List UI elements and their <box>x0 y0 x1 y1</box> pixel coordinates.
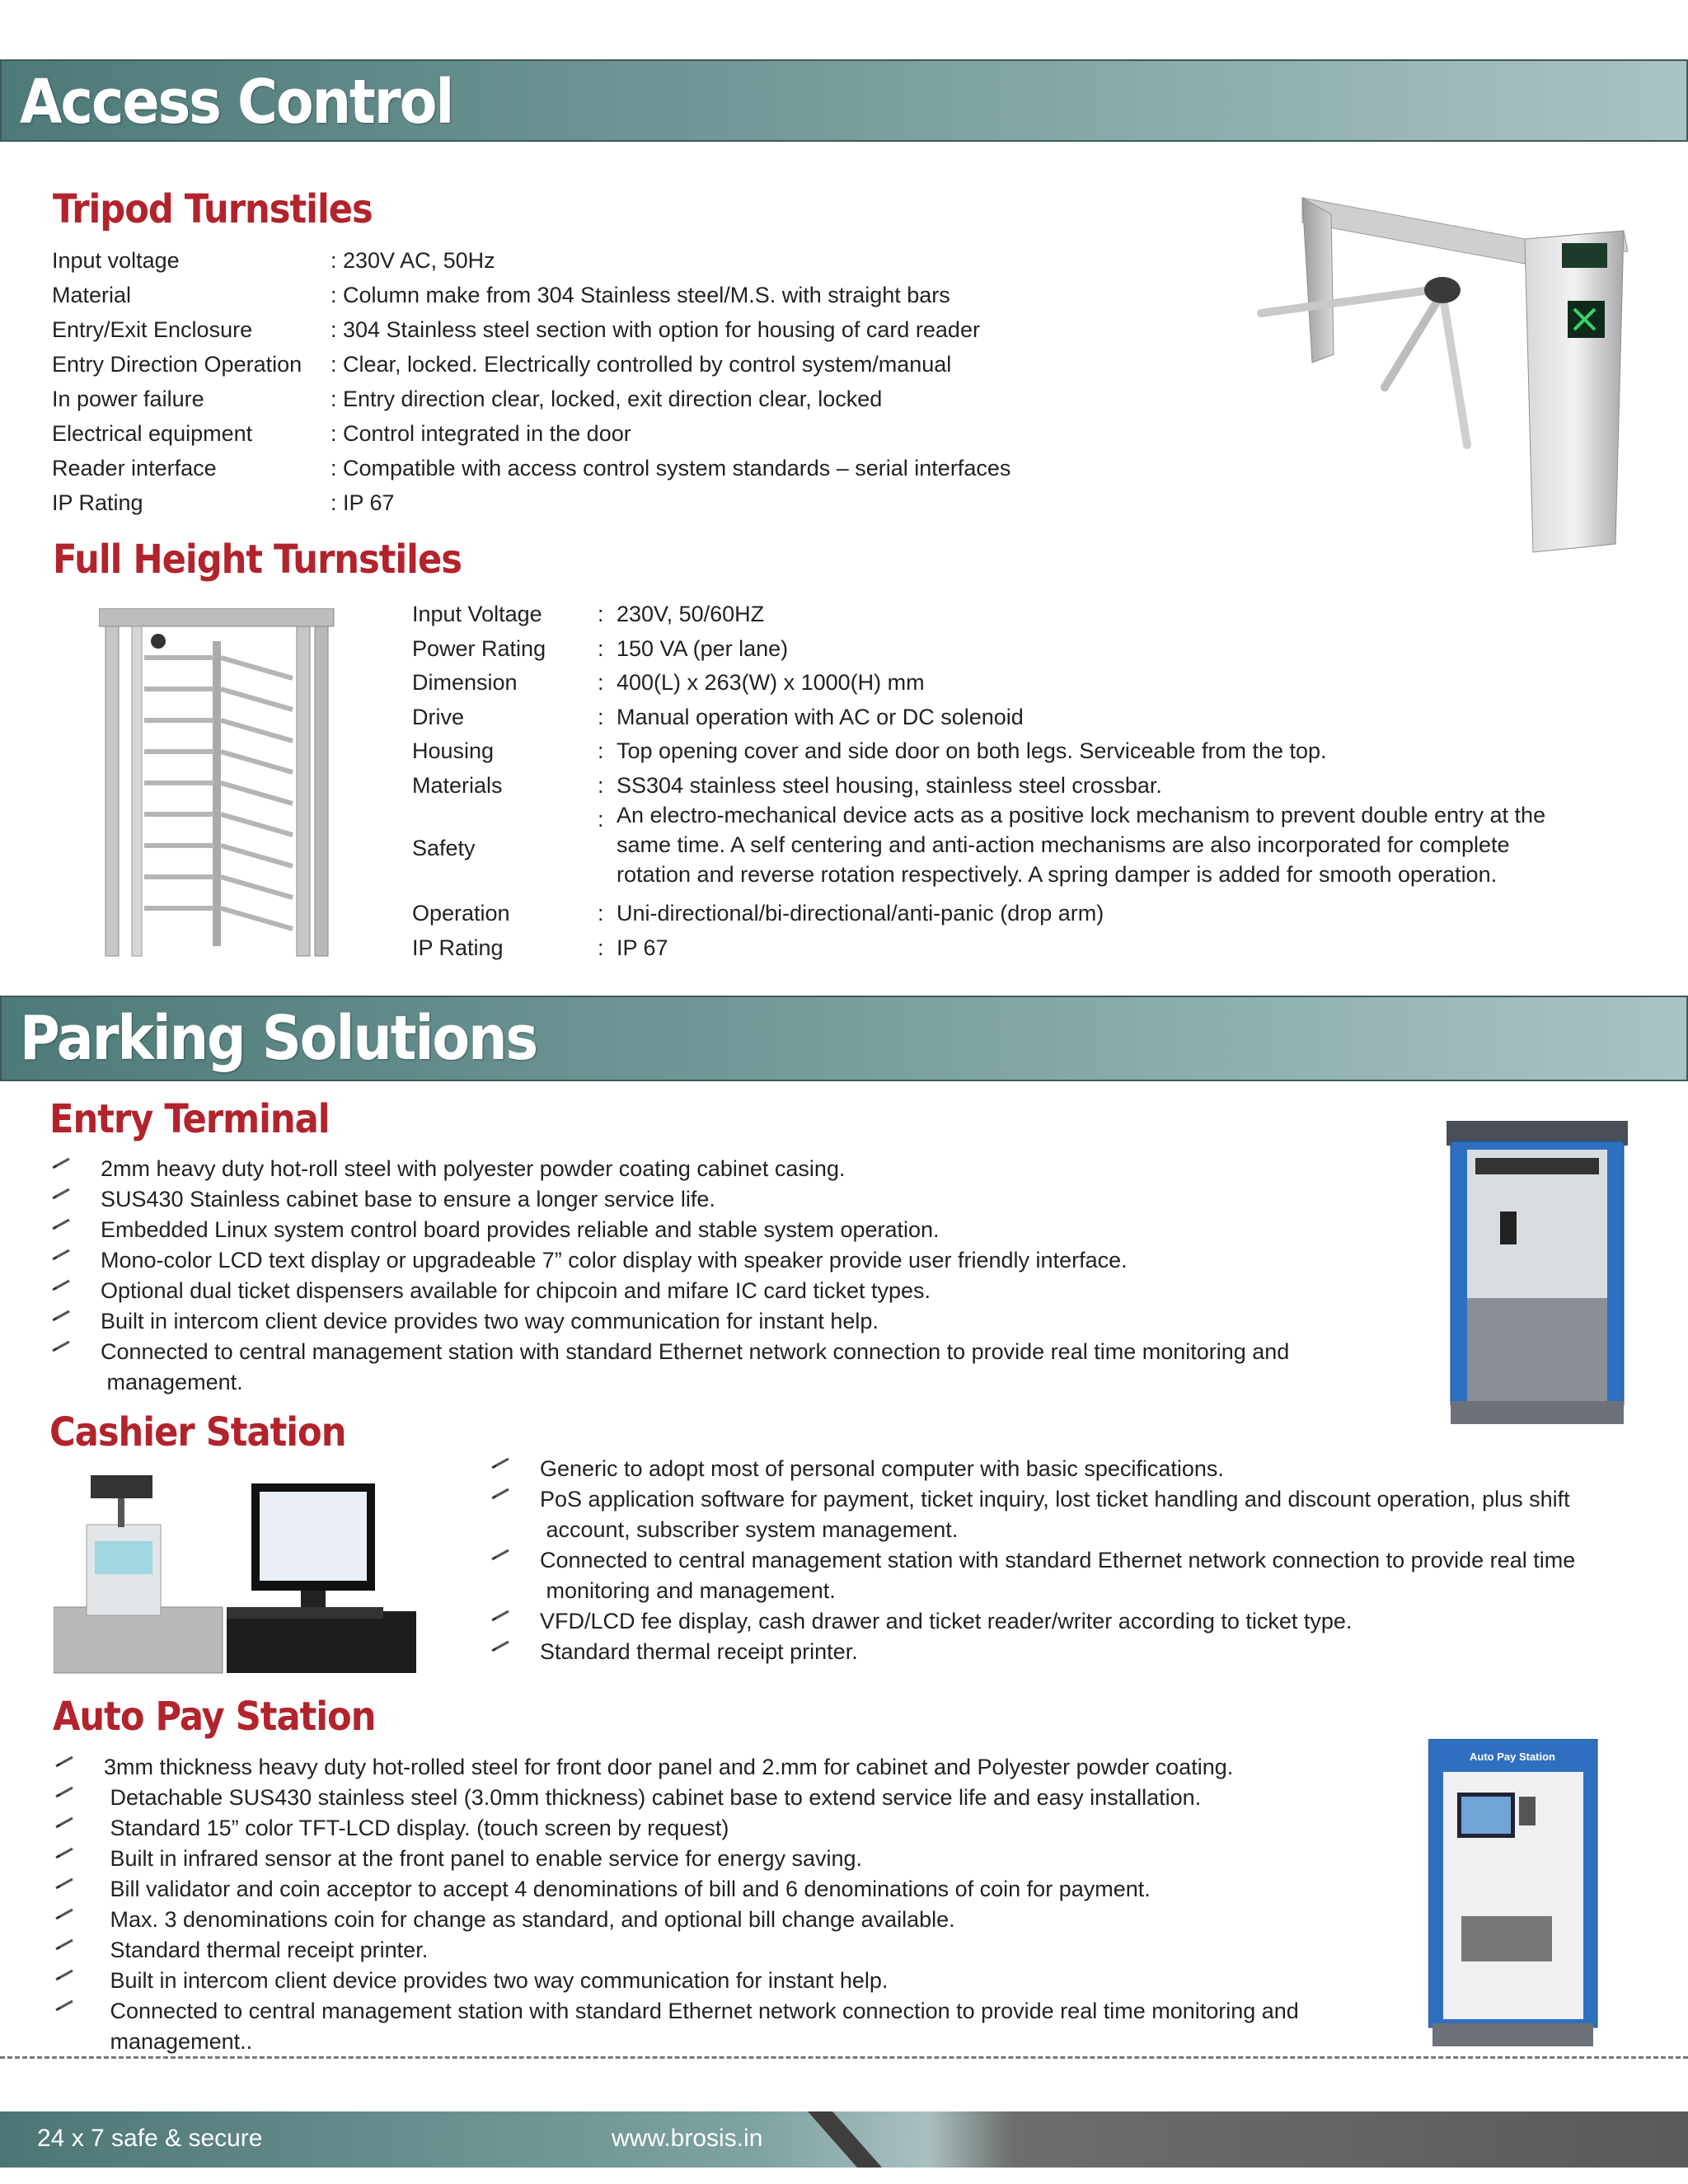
tripod-spec-row <box>52 485 1123 520</box>
feature-list-item <box>54 1844 1414 1874</box>
footer-bar <box>0 2111 1688 2168</box>
pen-bullet-icon <box>490 1487 512 1500</box>
spec-colon: : <box>598 602 604 626</box>
spec-value: IP 67 <box>617 935 668 960</box>
full-height-spec-row <box>412 896 1665 930</box>
feature-list-item <box>54 1905 1414 1935</box>
safety-text-line: same time. A self centering and anti-action mechanisms are also incorporated for complete <box>617 832 1510 857</box>
spec-label: IP Rating <box>52 490 143 515</box>
spec-value: : 304 Stainless steel section with option for housing of card reader <box>331 317 980 342</box>
cashier-station-image <box>54 1475 420 1677</box>
spec-label: IP Rating <box>412 935 504 960</box>
spec-value: : Compatible with access control system standards – serial interfaces <box>331 456 1011 480</box>
cashier-station-feature-list <box>490 1454 1661 1667</box>
feature-text: Built in infrared sensor at the front panel to enable service for energy saving. <box>104 1846 863 1871</box>
entry-terminal-image <box>1447 1121 1632 1426</box>
feature-list-item <box>51 1367 1419 1398</box>
spec-value: Uni-directional/bi-directional/anti-panic (drop arm) <box>617 901 1104 926</box>
spec-colon: : <box>598 704 604 729</box>
spec-value: : Entry direction clear, locked, exit direction clear, locked <box>331 387 883 411</box>
feature-text: management. <box>101 1370 243 1394</box>
pen-bullet-icon <box>490 1548 512 1561</box>
spec-value: 230V, 50/60HZ <box>617 602 765 626</box>
tripod-turnstiles-heading: Tripod Turnstiles <box>53 186 373 232</box>
feature-text: 3mm thickness heavy duty hot-rolled steel for front door panel and 2.mm for cabinet and Polyester powder coating. <box>104 1755 1234 1779</box>
feature-list-item <box>51 1337 1419 1367</box>
spec-colon: : <box>598 901 604 926</box>
spec-label: Materials <box>412 772 503 798</box>
pen-bullet-icon <box>54 1999 76 2012</box>
spec-value: : IP 67 <box>331 490 395 515</box>
spec-label: Operation <box>412 901 510 926</box>
feature-text: SUS430 Stainless cabinet base to ensure a longer service life. <box>101 1187 715 1212</box>
footer-slogan: 24 x 7 safe & secure <box>37 2125 263 2152</box>
full-height-spec-row <box>412 733 1665 768</box>
spec-value: : Control integrated in the door <box>331 421 631 446</box>
feature-list-item <box>51 1306 1419 1337</box>
spec-value: 150 VA (per lane) <box>617 635 789 661</box>
pen-bullet-icon <box>54 1846 76 1859</box>
tripod-spec-row <box>52 312 1123 347</box>
feature-list-item <box>54 1813 1414 1844</box>
feature-list-item <box>54 1996 1414 2027</box>
feature-list-item <box>51 1154 1419 1184</box>
pen-bullet-icon <box>490 1639 512 1652</box>
pen-bullet-icon <box>51 1156 73 1169</box>
full-height-turnstile-image <box>99 608 338 963</box>
feature-text: Optional dual ticket dispensers available for chipcoin and mifare IC card ticket types. <box>101 1278 931 1303</box>
spec-value: : Column make from 304 Stainless steel/M.S. with straight bars <box>331 283 950 307</box>
parking-solutions-title: Parking Solutions <box>20 1003 537 1074</box>
pen-bullet-icon <box>54 1755 76 1768</box>
spec-label: Electrical equipment <box>52 421 253 446</box>
pen-bullet-icon <box>54 1785 76 1798</box>
tripod-spec-row <box>52 278 1123 312</box>
dashed-divider <box>0 2056 1688 2059</box>
spec-value: SS304 stainless steel housing, stainless steel crossbar. <box>617 772 1162 798</box>
feature-list-item <box>51 1276 1419 1306</box>
tripod-spec-row <box>52 382 1123 416</box>
feature-text: Connected to central management station with standard Ethernet network connection to provide real time monitoring and <box>101 1339 1290 1364</box>
pen-bullet-icon <box>51 1248 73 1261</box>
feature-list-item <box>490 1576 1661 1606</box>
tripod-spec-list <box>52 243 1123 520</box>
spec-label: Power Rating <box>412 635 546 661</box>
pen-bullet-icon <box>54 1816 76 1829</box>
spec-label: Dimension <box>412 670 518 695</box>
spec-label: Entry Direction Operation <box>52 352 302 377</box>
feature-text: Bill validator and coin acceptor to accept 4 denominations of bill and 6 denominations of coin for payment. <box>104 1877 1151 1901</box>
feature-text: account, subscriber system management. <box>540 1517 959 1542</box>
feature-text: Standard 15” color TFT-LCD display. (touch screen by request) <box>104 1816 729 1840</box>
feature-list-item <box>54 1874 1414 1905</box>
full-height-spec-row <box>412 930 1665 965</box>
spec-label: Reader interface <box>52 456 217 480</box>
cashier-station-heading: Cashier Station <box>49 1409 346 1455</box>
full-height-spec-row <box>412 631 1665 666</box>
feature-list-item <box>54 1783 1414 1813</box>
full-height-spec-row <box>412 665 1665 700</box>
feature-text: Connected to central management station with standard Ethernet network connection to provide real time <box>540 1548 1576 1572</box>
full-height-spec-row <box>412 768 1665 803</box>
pen-bullet-icon <box>54 1968 76 1981</box>
feature-text: management.. <box>104 2029 253 2054</box>
spec-label: Input voltage <box>52 248 180 273</box>
spec-value: Manual operation with AC or DC solenoid <box>617 704 1024 729</box>
full-height-spec-row <box>412 597 1665 631</box>
entry-terminal-feature-list <box>51 1154 1419 1398</box>
tripod-spec-row <box>52 416 1123 451</box>
spec-colon: : <box>598 772 604 798</box>
tripod-spec-row <box>52 347 1123 382</box>
feature-text: Built in intercom client device provides two way communication for instant help. <box>101 1309 879 1333</box>
parking-solutions-banner <box>0 996 1688 1081</box>
feature-list-item <box>54 1966 1414 1996</box>
spec-label: Drive <box>412 704 465 729</box>
spec-label: Input Voltage <box>412 602 542 626</box>
pen-bullet-icon <box>54 1938 76 1951</box>
footer-website-link[interactable]: www.brosis.in <box>612 2125 763 2152</box>
feature-list-item <box>490 1545 1661 1576</box>
spec-value: Top opening cover and side door on both legs. Serviceable from the top. <box>617 738 1327 763</box>
safety-text-line: rotation and reverse rotation respectively. A spring damper is added for smooth operation. <box>617 862 1498 887</box>
spec-label: In power failure <box>52 387 204 411</box>
pen-bullet-icon <box>51 1278 73 1291</box>
full-height-spec-list <box>412 597 1665 964</box>
full-height-spec-row <box>412 700 1665 734</box>
feature-list-item <box>54 2027 1414 2057</box>
spec-colon: : <box>598 670 604 695</box>
feature-list-item <box>490 1454 1661 1484</box>
tripod-spec-row <box>52 243 1123 278</box>
feature-text: Embedded Linux system control board provides reliable and stable system operation. <box>101 1217 940 1242</box>
spec-colon: : <box>598 635 604 661</box>
safety-text-line: An electro-mechanical device acts as a positive lock mechanism to prevent double entry at the <box>617 803 1546 827</box>
feature-list-item <box>54 1935 1414 1966</box>
feature-text: Standard thermal receipt printer. <box>104 1938 429 1962</box>
footer-chevron <box>808 2111 890 2168</box>
feature-text: Built in intercom client device provides two way communication for instant help. <box>104 1968 889 1993</box>
spec-value: 400(L) x 263(W) x 1000(H) mm <box>617 670 925 695</box>
feature-text: Connected to central management station with standard Ethernet network connection to provide real time monitoring and <box>104 1999 1299 2023</box>
feature-text: Mono-color LCD text display or upgradeable 7” color display with speaker provide user friendly interface. <box>101 1248 1128 1272</box>
spec-label: Entry/Exit Enclosure <box>52 317 253 342</box>
spec-colon: : <box>598 935 604 960</box>
feature-text: Max. 3 denominations coin for change as standard, and optional bill change available. <box>104 1907 955 1932</box>
pen-bullet-icon <box>51 1309 73 1322</box>
spec-label: Material <box>52 283 132 307</box>
auto-pay-station-feature-list <box>54 1752 1414 2057</box>
tripod-spec-row <box>52 451 1123 485</box>
feature-list-item <box>490 1606 1661 1637</box>
spec-label: Safety <box>412 836 476 860</box>
auto-pay-station-heading: Auto Pay Station <box>53 1694 376 1740</box>
feature-text: 2mm heavy duty hot-roll steel with polyester powder coating cabinet casing. <box>101 1156 846 1181</box>
spec-colon: : <box>598 738 604 763</box>
pen-bullet-icon <box>490 1609 512 1622</box>
feature-text: Detachable SUS430 stainless steel (3.0mm thickness) cabinet base to extend service life and easy installation. <box>104 1785 1202 1810</box>
spec-label: Housing <box>412 738 495 763</box>
tripod-turnstile-image <box>1245 190 1640 565</box>
feature-list-item <box>490 1484 1661 1515</box>
feature-list-item <box>490 1515 1661 1545</box>
feature-text: VFD/LCD fee display, cash drawer and ticket reader/writer according to ticket type. <box>540 1609 1353 1633</box>
safety-spec-row <box>412 802 1665 896</box>
pen-bullet-icon <box>51 1217 73 1230</box>
feature-list-item <box>51 1215 1419 1245</box>
auto-pay-station-image <box>1428 1739 1601 2048</box>
pen-bullet-icon <box>54 1907 76 1920</box>
pen-bullet-icon <box>490 1456 512 1469</box>
feature-list-item <box>54 1752 1414 1783</box>
pen-bullet-icon <box>51 1339 73 1352</box>
spec-colon: : <box>598 807 604 832</box>
feature-text: Standard thermal receipt printer. <box>540 1639 858 1664</box>
feature-list-item <box>490 1637 1661 1667</box>
spec-value: : 230V AC, 50Hz <box>331 248 495 273</box>
feature-text: PoS application software for payment, ticket inquiry, lost ticket handling and discount operation, plus shift <box>540 1487 1570 1511</box>
access-control-title: Access Control <box>20 67 453 138</box>
pen-bullet-icon <box>54 1877 76 1890</box>
feature-list-item <box>51 1184 1419 1215</box>
pen-bullet-icon <box>51 1187 73 1200</box>
access-control-banner <box>0 59 1688 142</box>
feature-text: Generic to adopt most of personal computer with basic specifications. <box>540 1456 1224 1481</box>
entry-terminal-heading: Entry Terminal <box>49 1096 330 1142</box>
auto-pay-machine-label: Auto Pay Station <box>1469 1750 1556 1763</box>
feature-list-item <box>51 1245 1419 1276</box>
feature-text: monitoring and management. <box>540 1578 836 1603</box>
spec-value: : Clear, locked. Electrically controlled by control system/manual <box>331 352 952 377</box>
full-height-turnstiles-heading: Full Height Turnstiles <box>53 537 462 583</box>
